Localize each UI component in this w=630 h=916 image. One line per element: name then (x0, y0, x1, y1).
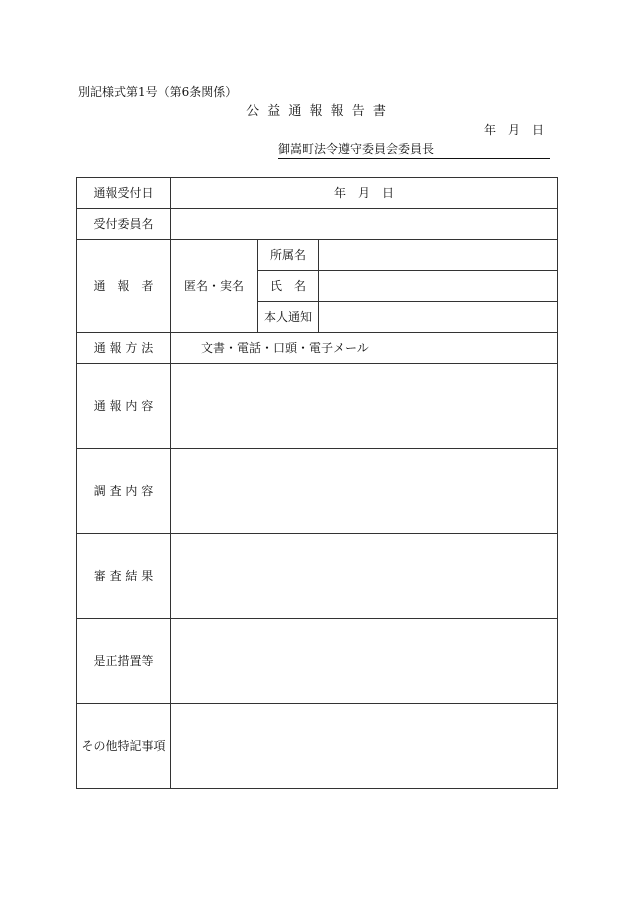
other-notes-label: その他特記事項 (77, 704, 171, 789)
anonymity-choice[interactable]: 匿名・実名 (171, 240, 258, 333)
affiliation-field[interactable] (319, 240, 558, 271)
affiliation-label: 所属名 (258, 240, 319, 271)
report-form-table (76, 177, 558, 789)
receipt-date-field[interactable]: 年 月 日 (171, 178, 558, 209)
recipient-line: 御嵩町法令遵守委員会委員長 (278, 143, 550, 159)
document-date: 年 月 日 (483, 123, 544, 137)
investigation-label: 調 査 内 容 (77, 449, 171, 534)
corrective-measures-field[interactable] (171, 619, 558, 704)
name-label: 氏 名 (258, 271, 319, 302)
receiver-name-label: 受付委員名 (77, 209, 171, 240)
review-result-field[interactable] (171, 534, 558, 619)
notification-field[interactable] (319, 302, 558, 333)
receiver-name-field[interactable] (171, 209, 558, 240)
investigation-field[interactable] (171, 449, 558, 534)
document-title: 公 益 通 報 報 告 書 (246, 104, 388, 119)
report-method-options[interactable]: 文書・電話・口頭・電子メール (171, 333, 558, 364)
receipt-date-label: 通報受付日 (77, 178, 171, 209)
form-number-label: 別記様式第1号（第6条関係） (78, 85, 238, 99)
review-result-label: 審 査 結 果 (77, 534, 171, 619)
reporter-label: 通 報 者 (77, 240, 171, 333)
name-field[interactable] (319, 271, 558, 302)
notification-label: 本人通知 (258, 302, 319, 333)
report-content-label: 通 報 内 容 (77, 364, 171, 449)
other-notes-field[interactable] (171, 704, 558, 789)
report-method-label: 通 報 方 法 (77, 333, 171, 364)
report-content-field[interactable] (171, 364, 558, 449)
corrective-measures-label: 是正措置等 (77, 619, 171, 704)
